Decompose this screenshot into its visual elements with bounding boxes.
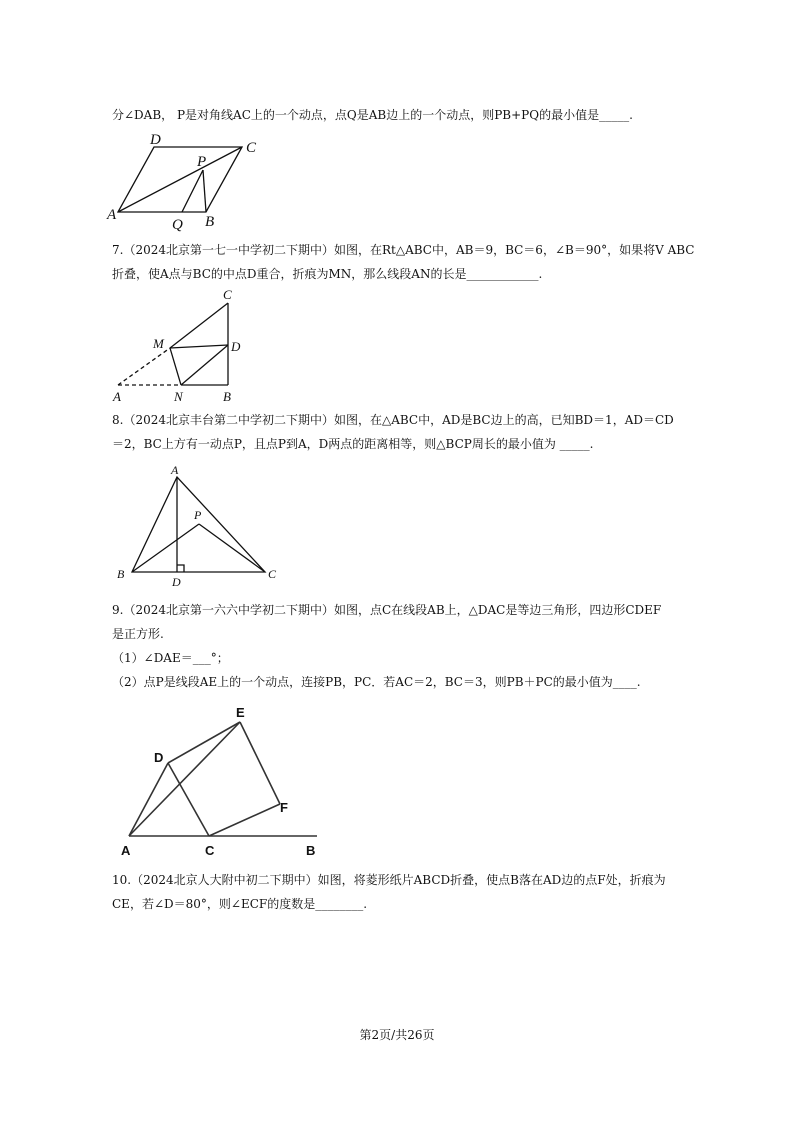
q7-fold-mn — [170, 348, 181, 385]
q9-text-line2: 是正方形. — [112, 627, 164, 641]
q7-segment-mc — [170, 303, 228, 348]
q9-label-a: A — [121, 843, 131, 858]
q7-label-b: B — [223, 389, 231, 404]
q6-segment-pb — [203, 170, 206, 212]
q9-segment-ad — [129, 763, 168, 836]
q9-label-b: B — [306, 843, 316, 858]
q8-label-p: P — [194, 508, 202, 522]
q7-label-a: A — [113, 389, 121, 404]
q10-text-line2: CE，若∠D＝80°，则∠ECF的度数是________. — [112, 897, 368, 911]
q6-label-b: B — [205, 214, 215, 230]
q8-triangle-figure — [112, 462, 287, 590]
q8-right-angle-mark — [177, 565, 184, 572]
q9-square-triangle-figure — [112, 700, 332, 860]
q9-segment-ae — [129, 722, 240, 836]
q6-parallelogram-figure — [105, 128, 265, 232]
q7-text-line2: 折叠，使A点与BC的中点D重合，折痕为MN，那么线段AN的长是____________. — [112, 267, 543, 281]
q9-text-line3: （1）∠DAE＝___°； — [112, 651, 229, 665]
q9-label-d: D — [154, 750, 164, 765]
q7-segment-nd — [181, 345, 228, 385]
q7-label-n: N — [174, 389, 183, 404]
q7-segment-md — [170, 345, 228, 348]
q7-label-c: C — [223, 287, 232, 302]
q9-label-e: E — [236, 705, 245, 720]
q7-dashed-am — [118, 348, 170, 385]
q8-text-line2: ＝2，BC上方有一动点P，且点P到A，D两点的距离相等，则△BCP周长的最小值为 _____. — [112, 437, 594, 451]
q6-label-p: P — [197, 154, 207, 170]
q6-text-line1: 分∠DAB， P是对角线AC上的一个动点，点Q是AB边上的一个动点，则PB+PQ的最小值是_____. — [112, 108, 633, 122]
q8-segment-bp — [132, 524, 199, 572]
q7-label-d: D — [231, 339, 241, 354]
q9-label-f: F — [280, 800, 288, 815]
q9-segment-ef — [240, 722, 280, 804]
q6-label-q: Q — [172, 217, 183, 233]
q8-label-c: C — [268, 567, 277, 581]
q6-label-c: C — [246, 140, 257, 156]
q7-fold-triangle-figure — [108, 285, 248, 405]
q9-text-line1: 9.（2024北京第一六六中学初二下期中）如图，点C在线段AB上，△DAC是等边三角形，四边形CDEF — [112, 603, 662, 617]
q6-label-d: D — [150, 132, 161, 148]
q7-label-m: M — [153, 336, 164, 351]
q8-label-b: B — [117, 567, 125, 581]
q9-label-c: C — [205, 843, 215, 858]
q10-text-line1: 10.（2024北京人大附中初二下期中）如图，将菱形纸片ABCD折叠，使点B落在AD边的点F处，折痕为 — [112, 873, 666, 887]
q9-segment-fc — [209, 804, 280, 836]
q8-segment-pc — [199, 524, 265, 572]
q9-text-line4: （2）点P是线段AE上的一个动点，连接PB，PC．若AC＝2，BC＝3，则PB＋PC的最小值为____. — [112, 675, 641, 689]
q8-label-a: A — [171, 463, 179, 477]
q8-label-d: D — [172, 575, 181, 589]
q6-label-a: A — [107, 207, 117, 223]
q8-text-line1: 8.（2024北京丰台第二中学初二下期中）如图，在△ABC中，AD是BC边上的高，已知BD＝1，AD＝CD — [112, 413, 674, 427]
q9-segment-de — [168, 722, 240, 763]
page-footer: 第2页/共26页 — [359, 1028, 435, 1042]
q7-text-line1: 7.（2024北京第一七一中学初二下期中）如图，在Rt△ABC中，AB＝9，BC＝6，∠B＝90°，如果将V ABC — [112, 243, 695, 257]
